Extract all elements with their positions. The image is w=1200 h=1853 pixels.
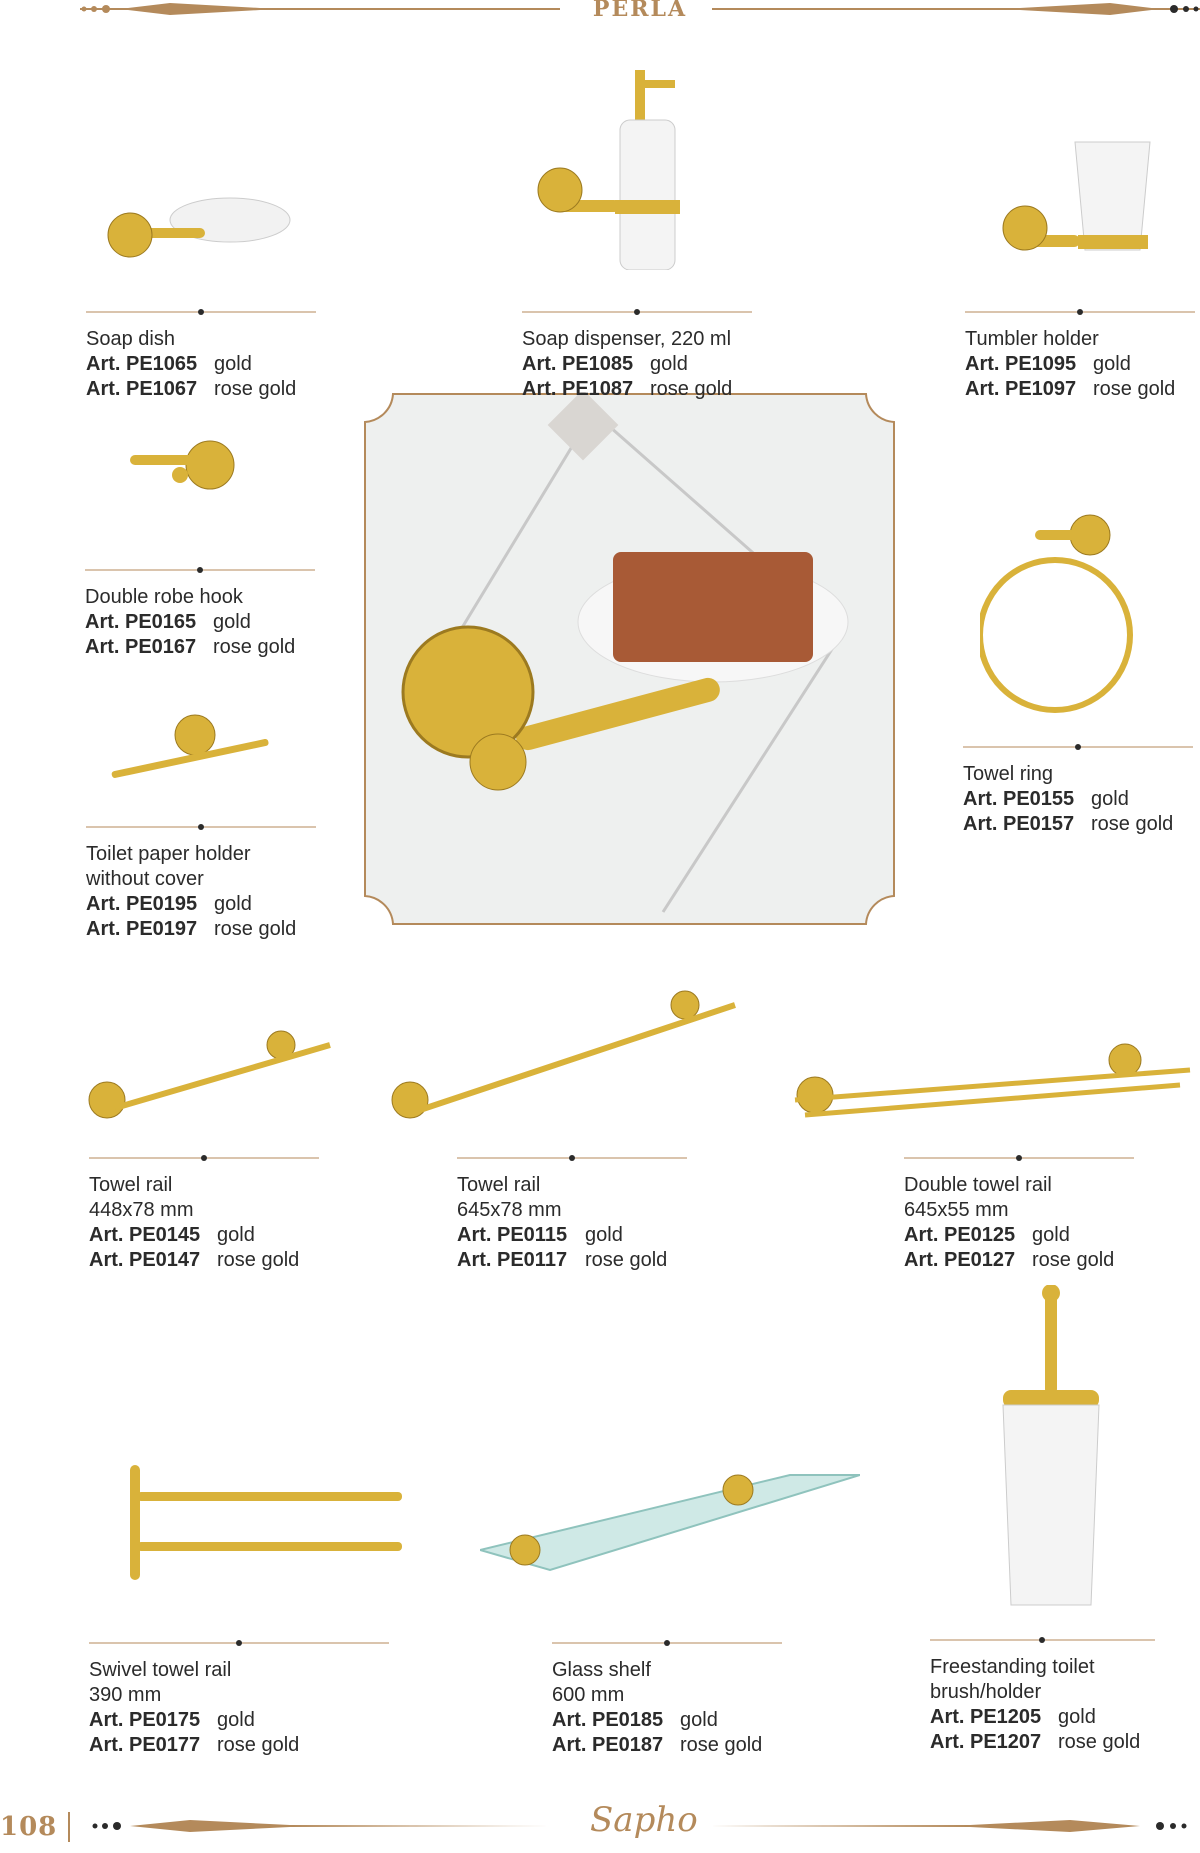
header-ornament-right [960,2,1200,16]
product-dimensions: 390 mm [89,1684,162,1706]
towel-rail-448-image [85,1020,335,1120]
product-toilet-paper-holder [86,817,316,942]
divider-ornament [552,1635,782,1651]
article-number: Art. PE0155 [963,788,1075,810]
finish: rose gold [585,1249,668,1271]
product-dimensions: 645x78 mm [457,1199,562,1221]
product-tumbler-holder [965,302,1195,402]
product-soap-dish [86,302,316,402]
article-number: Art. PE1207 [930,1731,1042,1753]
glass-shelf-image [480,1465,860,1585]
article-number: Art. PE0175 [89,1709,201,1731]
finish: rose gold [680,1734,763,1756]
footer-separator [68,1812,70,1842]
product-description: without cover [86,868,204,890]
page-number: 108 [0,1812,58,1842]
finish: gold [650,353,688,375]
towel-rail-645-image [390,985,740,1135]
product-glass-shelf [552,1633,782,1758]
finish: gold [217,1709,255,1731]
article-number: Art. PE0165 [85,611,197,633]
product-swivel-towel-rail [89,1633,389,1758]
article-number: Art. PE1067 [86,378,198,400]
article-number: Art. PE0157 [963,813,1075,835]
finish: rose gold [1091,813,1174,835]
swivel-towel-rail-image [125,1465,405,1585]
finish: rose gold [214,918,297,940]
product-name: Freestanding toilet [930,1656,1095,1678]
article-number: Art. PE0197 [86,918,198,940]
series-title: PERLA [592,0,688,22]
divider-ornament [904,1150,1134,1166]
product-soap-dispenser [522,302,752,402]
divider-ornament [86,304,316,320]
divider-ornament [930,1632,1155,1648]
finish: gold [585,1224,623,1246]
brand-logo: Sapho [590,1800,698,1840]
finish: gold [213,611,251,633]
product-double-towel-rail [904,1148,1134,1273]
finish: gold [214,353,252,375]
product-towel-ring [963,737,1193,837]
product-toilet-brush-holder [930,1630,1155,1755]
product-name: Double robe hook [85,586,243,608]
finish: rose gold [650,378,733,400]
product-name: Towel rail [89,1174,173,1196]
product-towel-rail-448 [89,1148,319,1273]
finish: rose gold [1032,1249,1115,1271]
finish: gold [1058,1706,1096,1728]
product-name: Toilet paper holder [86,843,251,865]
divider-ornament [522,304,752,320]
finish: rose gold [213,636,296,658]
toilet-brush-holder-image [985,1285,1115,1615]
finish: gold [680,1709,718,1731]
soap-dispenser-image [535,70,715,270]
footer-ornament-left [90,1818,560,1834]
article-number: Art. PE1087 [522,378,634,400]
product-dimensions: 645x55 mm [904,1199,1009,1221]
divider-ornament [965,304,1195,320]
product-name: Glass shelf [552,1659,651,1681]
product-name: Towel ring [963,763,1054,785]
divider-ornament [963,739,1193,755]
product-towel-rail-645 [457,1148,687,1273]
article-number: Art. PE0195 [86,893,198,915]
product-name: Tumbler holder [965,328,1099,350]
product-dimensions: 600 mm [552,1684,625,1706]
finish: rose gold [217,1734,300,1756]
article-number: Art. PE1065 [86,353,198,375]
finish: rose gold [214,378,297,400]
article-number: Art. PE0185 [552,1709,664,1731]
product-name: Soap dish [86,328,175,350]
article-number: Art. PE0147 [89,1249,201,1271]
divider-ornament [457,1150,687,1166]
toilet-paper-holder-image [105,705,275,795]
product-name: Soap dispenser, 220 ml [522,328,732,350]
article-number: Art. PE0115 [457,1224,568,1246]
article-number: Art. PE0127 [904,1249,1016,1271]
tumbler-holder-image [1000,140,1170,270]
finish: rose gold [217,1249,300,1271]
soap-dish-image [105,190,295,270]
header-ornament-left [80,2,320,16]
article-number: Art. PE0117 [457,1249,568,1271]
finish: rose gold [1093,378,1176,400]
finish: gold [1032,1224,1070,1246]
towel-ring-image [980,505,1140,730]
divider-ornament [89,1635,389,1651]
double-towel-rail-image [785,1040,1195,1130]
article-number: Art. PE0145 [89,1224,201,1246]
divider-ornament [85,562,315,578]
article-number: Art. PE0167 [85,636,197,658]
footer-ornament-right [710,1818,1200,1834]
product-double-robe-hook [85,560,315,660]
article-number: Art. PE0125 [904,1224,1016,1246]
finish: gold [1093,353,1131,375]
double-robe-hook-image [125,430,245,500]
product-name: Swivel towel rail [89,1659,232,1681]
lifestyle-photo [363,392,896,926]
product-name: Double towel rail [904,1174,1052,1196]
article-number: Art. PE0177 [89,1734,201,1756]
product-description: brush/holder [930,1681,1042,1703]
article-number: Art. PE1085 [522,353,634,375]
finish: gold [214,893,252,915]
article-number: Art. PE1097 [965,378,1077,400]
divider-ornament [86,819,316,835]
article-number: Art. PE0187 [552,1734,664,1756]
finish: rose gold [1058,1731,1141,1753]
article-number: Art. PE1205 [930,1706,1042,1728]
product-dimensions: 448x78 mm [89,1199,194,1221]
product-name: Towel rail [457,1174,541,1196]
finish: gold [217,1224,255,1246]
finish: gold [1091,788,1129,810]
article-number: Art. PE1095 [965,353,1077,375]
divider-ornament [89,1150,319,1166]
